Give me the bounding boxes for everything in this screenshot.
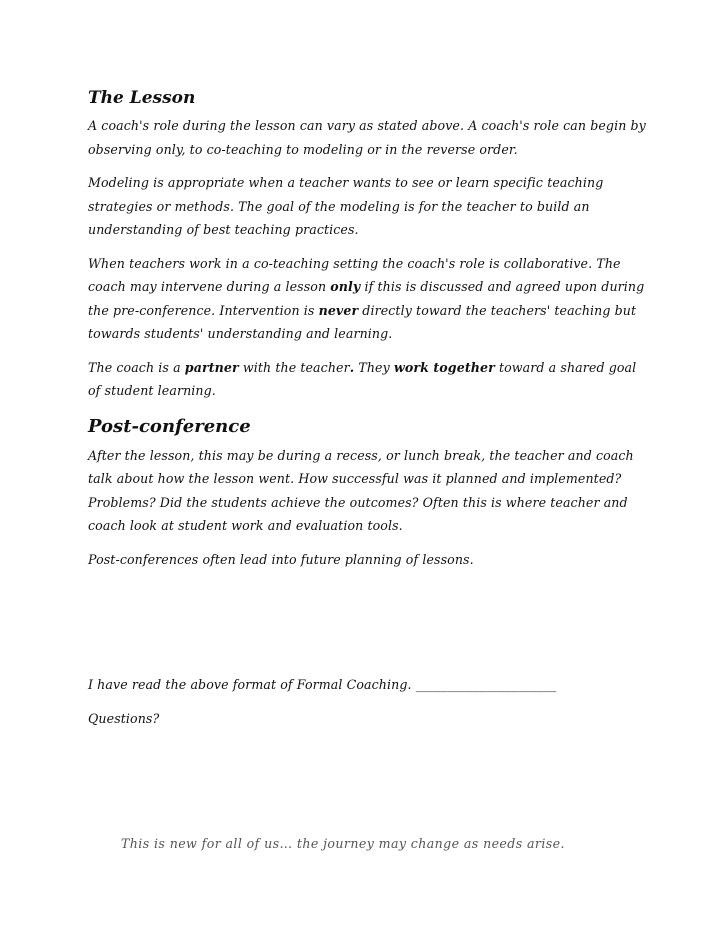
paragraph-partner: The coach is a partner with the teacher. They work together toward a shared goal of student learning. xyxy=(88,359,637,398)
paragraph-coach-role: A coach's role during the lesson can vary as stated above. A coach's role can begin by observing only, to co-teaching to modeling or in the reverse order. xyxy=(88,118,646,157)
footer-note: This is new for all of us… the journey may change as needs arise. xyxy=(121,836,565,851)
paragraph-future-planning: Post-conferences often lead into future planning of lessons. xyxy=(88,551,474,567)
emphasis-only: only xyxy=(330,279,361,294)
paragraph-after-lesson: After the lesson, this may be during a recess, or lunch break, the teacher and coach talk about how the lesson went. How successful was it planned and implemented? Problems? Did the students achieve the outcomes? Often this is where teacher and coach look at student work and evaluation tools. xyxy=(88,447,634,533)
paragraph-co-teaching: When teachers work in a co-teaching setting the coach's role is collaborative. The coach may intervene during a lesson only if this is discussed and agreed upon during the pre-conference. Intervention is never directly toward the teachers' teaching but towards students' understanding and learning. xyxy=(88,255,645,341)
questions-label: Questions? xyxy=(88,710,160,726)
document-page xyxy=(88,84,648,856)
emphasis-work-together: work together xyxy=(393,359,495,375)
heading-post-conference: Post-conference xyxy=(88,415,251,437)
paragraph-modeling: Modeling is appropriate when a teacher wants to see or learn specific teaching strategies or methods. The goal of the modeling is for the teacher to build an understanding of best teaching practices. xyxy=(88,175,604,237)
emphasis-partner: partner xyxy=(184,359,239,375)
signoff-line: I have read the above format of Formal Coaching. ______________________ xyxy=(88,677,557,692)
heading-the-lesson: The Lesson xyxy=(88,88,196,108)
emphasis-never: never xyxy=(318,302,359,318)
